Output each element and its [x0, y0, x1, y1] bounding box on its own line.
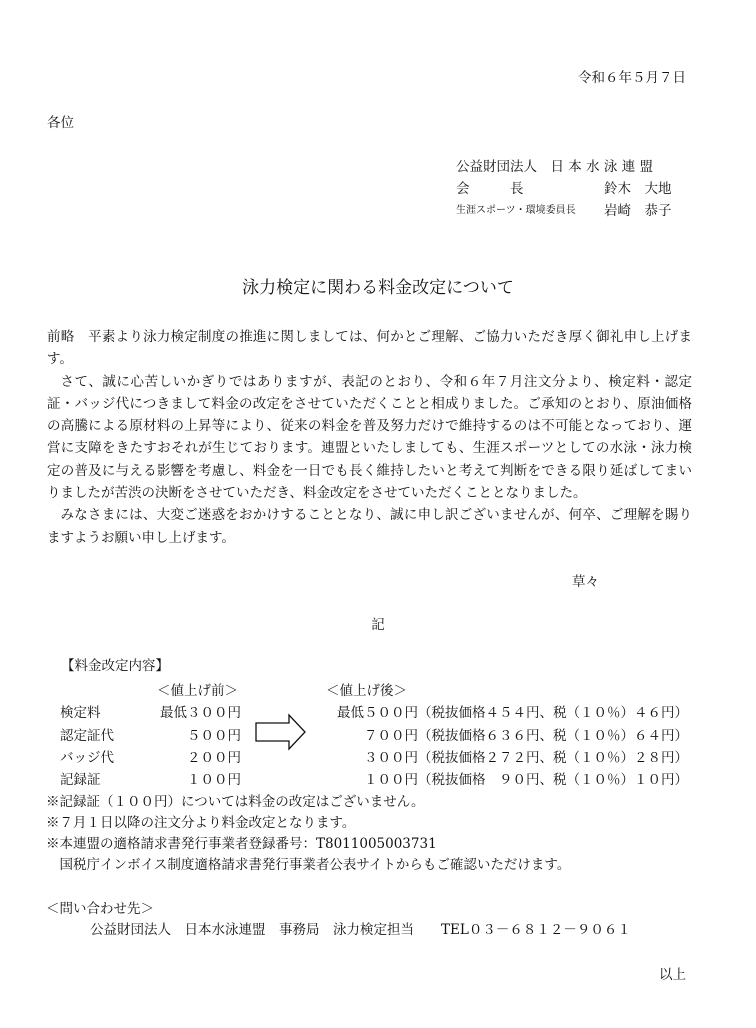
end-mark: 以上 — [659, 967, 686, 983]
ki-heading: 記 — [371, 617, 385, 633]
before-header: ＜値上げ前＞ — [157, 683, 238, 699]
body-text — [47, 326, 692, 549]
document-date: 令和６年５月７日 — [578, 70, 686, 86]
body-paragraph: みなさまには、大変ご迷惑をおかけすることとなり、誠に申し訳ございませんが、何卒、ご理解を賜りますようお願い申し上げます。 — [47, 507, 692, 546]
body-paragraph: 前略 平素より泳力検定制度の推進に関しましては、何かとご理解、ご協力いただき厚く御礼申し上げます。 — [47, 329, 692, 368]
contact-heading: ＜問い合わせ先＞ — [46, 901, 154, 917]
fee-after: 最低５００円（税抜価格４５４円、税（１０％）４６円） — [337, 705, 688, 721]
fee-before: 最低３００円 — [160, 705, 241, 721]
addressee: 各位 — [47, 115, 74, 131]
after-header: ＜値上げ後＞ — [326, 683, 407, 699]
contact-info: 公益財団法人 日本水泳連盟 事務局 泳力検定担当 TEL０３－６８１２－９０６１ — [90, 922, 631, 938]
sender-name: 鈴木 大地 — [604, 181, 672, 197]
fee-section-heading: 【料金改定内容】 — [61, 658, 169, 674]
fee-item: 認定証代 — [60, 728, 114, 744]
right-arrow-icon — [255, 713, 307, 751]
fee-item: バッジ代 — [60, 750, 114, 766]
note-line: ※本連盟の適格請求書発行事業者登録番号：T8011005003731 — [46, 836, 437, 852]
fee-after: １００円（税抜価格 ９０円、税（１０％）１０円） — [364, 772, 688, 788]
note-line: ※記録証（１００円）については料金の改定はございません。 — [46, 794, 425, 810]
sender-role: 生涯スポーツ・環境委員長 — [456, 205, 576, 216]
fee-row — [0, 746, 756, 768]
note-line: ※７月１日以降の注文分より料金改定となります。 — [46, 815, 356, 831]
closing-word: 草々 — [572, 574, 599, 590]
sender-name: 岩崎 恭子 — [604, 203, 672, 219]
fee-row — [0, 768, 756, 790]
fee-row — [0, 724, 756, 746]
fee-after: ３００円（税抜価格２７２円、税（１０％）２８円） — [364, 750, 688, 766]
sender-role: 会 長 — [456, 181, 524, 197]
fee-row — [0, 701, 756, 723]
body-paragraph: さて、誠に心苦しいかぎりではありますが、表記のとおり、令和６年７月注文分より、検定料・認定証・バッジ代につきまして料金の改定をさせていただくことと相成りました。ご承知のとおり、原油価格の高騰による原材料の上昇等により、従来の料金を普及努力だけで維持するのは不可能となっており、運営に支障をきたすおそれが生じております。連盟といたしましても、生涯スポーツとしての水泳・泳力検定の普及に与える影響を考慮し、料金を一日でも長く維持したいと考えて判断をできる限り延ばしてまいりましたが苦渋の決断をさせていただき、料金改定をさせていただくこととなりました。 — [47, 373, 692, 502]
fee-item: 検定料 — [60, 705, 101, 721]
fee-item: 記録証 — [60, 772, 101, 788]
fee-before: １００円 — [187, 772, 241, 788]
fee-before: ５００円 — [187, 728, 241, 744]
fee-before: ２００円 — [187, 750, 241, 766]
note-line: 国税庁インボイス制度適格請求書発行事業者公表サイトからもご確認いただけます。 — [46, 857, 571, 873]
fee-after: ７００円（税抜価格６３６円、税（１０％）６４円） — [364, 728, 688, 744]
document-title: 泳力検定に関わる料金改定について — [242, 278, 514, 298]
sender-organization: 公益財団法人 日 本 水 泳 連 盟 — [456, 159, 653, 175]
